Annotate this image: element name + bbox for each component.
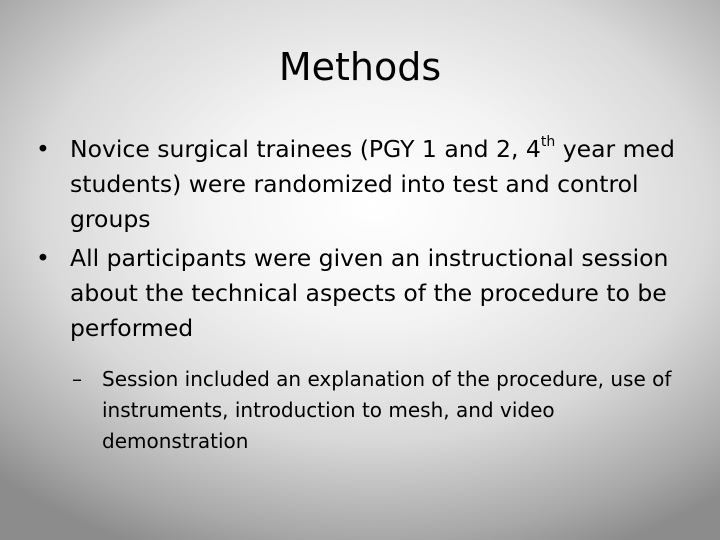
sub-bullet-item-session xyxy=(36,364,686,457)
bullet-item-participants xyxy=(36,241,686,346)
bullet-text-part: Novice surgical trainees (PGY 1 and 2, 4 xyxy=(70,135,541,163)
bullet-text: All participants were given an instructional session about the technical aspects of the procedure to be performed xyxy=(70,244,669,342)
bullet-marker: • xyxy=(36,135,50,163)
bullet-marker: • xyxy=(36,244,50,272)
bullet-text-part: year med students) were randomized into test and control groups xyxy=(70,135,675,233)
sub-bullet-text: Session included an explanation of the procedure, use of instruments, introduction to mesh, and video demonstration xyxy=(102,367,672,453)
slide-body xyxy=(36,132,686,457)
bullet-item-trainees xyxy=(36,132,686,237)
ordinal-superscript: th xyxy=(540,134,556,151)
sub-bullet-marker: – xyxy=(72,367,82,391)
slide-title: Methods xyxy=(278,45,442,89)
